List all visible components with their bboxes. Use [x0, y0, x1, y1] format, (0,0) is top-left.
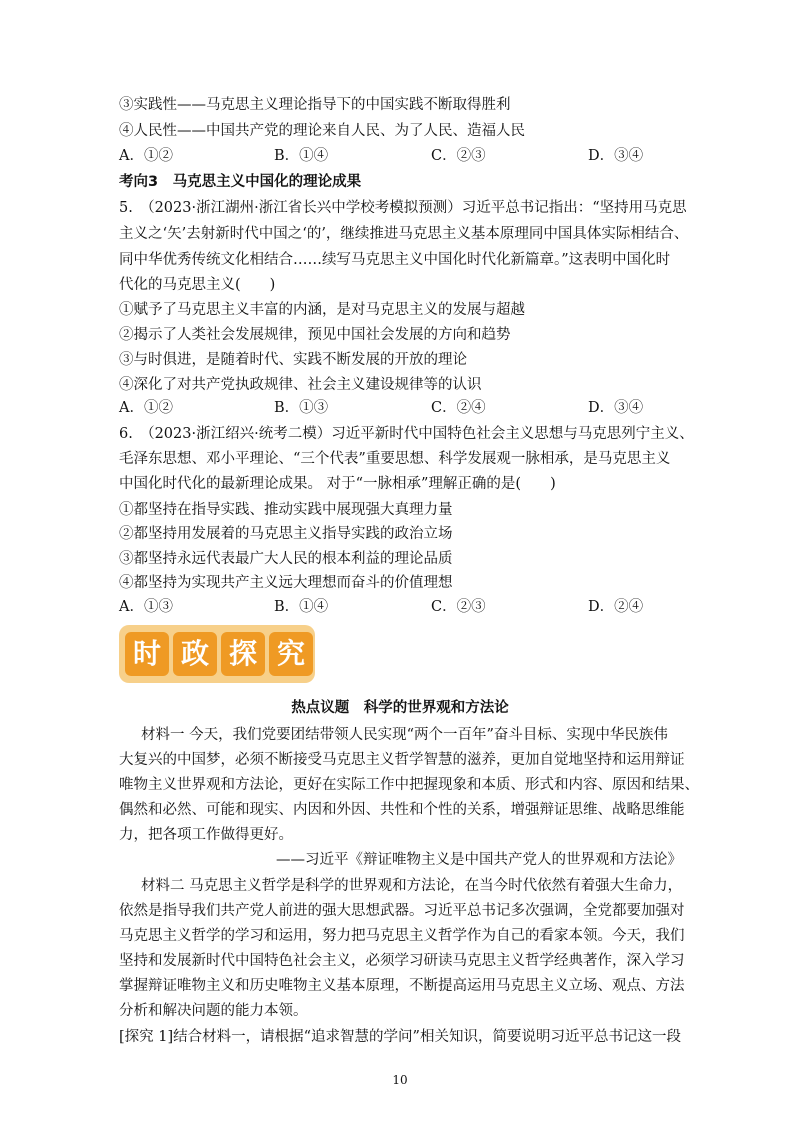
- material-1-source: ——习近平《辩证唯物主义是中国共产党人的世界观和方法论》: [276, 852, 682, 868]
- question-6-line: 中国化时代化的最新理论成果。 对于“一脉相承”理解正确的是( ): [119, 476, 556, 492]
- page-number: 10: [392, 1073, 408, 1087]
- question-5-statement: ①赋予了马克思主义丰富的内涵，是对马克思主义的发展与超越: [119, 302, 525, 318]
- question-5-statement: ②揭示了人类社会发展规律，预见中国社会发展的方向和趋势: [119, 327, 511, 343]
- q5-option-c[interactable]: C．②④: [431, 400, 486, 416]
- q4-option-b[interactable]: B．①④: [274, 148, 329, 164]
- material-2-line: 马克思主义哲学的学习和运用，努力把马克思主义哲学作为自己的看家本领。今天，我们: [119, 928, 685, 944]
- q6-option-a[interactable]: A．①③: [119, 599, 173, 615]
- question-6-statement: ③都坚持永远代表最广大人民的根本利益的理论品质: [119, 551, 453, 567]
- q6-option-d[interactable]: D．②④: [588, 599, 644, 615]
- question-6-line: 毛泽东思想、邓小平理论、“三个代表”重要思想、科学发展观一脉相承，是马克思主义: [119, 451, 671, 467]
- material-2-line: 坚持和发展新时代中国特色社会主义，必须学习研读马克思主义哲学经典著作，深入学习: [119, 953, 685, 969]
- q6-option-c[interactable]: C．②③: [431, 599, 486, 615]
- banner-char: 探: [221, 632, 265, 676]
- banner-char: 政: [173, 632, 217, 676]
- material-1-line: 唯物主义世界观和方法论，更好在实际工作中把握现象和本质、形式和内容、原因和结果、: [119, 777, 699, 793]
- material-1-line: 偶然和必然、可能和现实、内因和外因、共性和个性的关系，增强辩证思维、战略思维能: [119, 802, 685, 818]
- material-2-line: 掌握辩证唯物主义和历史唯物主义基本原理，不断提高运用马克思主义立场、观点、方法: [119, 978, 685, 994]
- question-5-line: 主义之‘矢’去射新时代中国之‘的’，继续推进马克思主义基本原理同中国具体实际相结合、: [119, 226, 689, 242]
- question-5-statement: ④深化了对共产党执政规律、社会主义建设规律等的认识: [119, 377, 482, 393]
- material-1-line: 材料一 今天，我们党要团结带领人民实现“两个一百年”奋斗目标、实现中华民族伟: [141, 727, 668, 743]
- material-2-line: 材料二 马克思主义哲学是科学的世界观和方法论，在当今时代依然有着强大生命力，: [141, 878, 683, 894]
- material-1-line: 大复兴的中国梦，必须不断接受马克思主义哲学智慧的滋养，更加自觉地坚持和运用辩证: [119, 752, 685, 768]
- material-2-line: 依然是指导我们共产党人前进的强大思想武器。习近平总书记多次强调，全党都要加强对: [119, 903, 685, 919]
- question-5-line: 同中华优秀传统文化相结合……续写马克思主义中国化时代化新篇章。”这表明中国化时: [119, 252, 671, 268]
- section-title: 考向3 马克思主义中国化的理论成果: [119, 174, 362, 190]
- question-6-statement: ②都坚持用发展着的马克思主义指导实践的政治立场: [119, 526, 453, 542]
- material-2-line: 分析和解决问题的能力本领。: [119, 1003, 308, 1019]
- banner-char: 时: [125, 632, 169, 676]
- inquiry-1: [探究 1]结合材料一，请根据“追求智慧的学问”相关知识，简要说明习近平总书记这一段: [119, 1029, 681, 1045]
- statement-4-people: ④人民性——中国共产党的理论来自人民、为了人民、造福人民: [119, 123, 525, 139]
- q4-option-d[interactable]: D．③④: [588, 148, 644, 164]
- banner-char: 究: [269, 632, 313, 676]
- q5-option-a[interactable]: A．①②: [119, 400, 173, 416]
- material-1-line: 力，把各项工作做得更好。: [119, 827, 293, 843]
- question-6-statement: ④都坚持为实现共产主义远大理想而奋斗的价值理想: [119, 575, 453, 591]
- statement-3-practice: ③实践性——马克思主义理论指导下的中国实践不断取得胜利: [119, 97, 511, 113]
- question-5-line: 5. （2023·浙江湖州·浙江省长兴中学校考模拟预测）习近平总书记指出：“坚持用马克思: [119, 200, 687, 216]
- question-5-statement: ③与时俱进，是随着时代、实践不断发展的开放的理论: [119, 352, 467, 368]
- question-6-line: 6. （2023·浙江绍兴·统考二模）习近平新时代中国特色社会主义思想与马克思列宁主义、: [119, 426, 694, 442]
- hot-topic-title: 热点议题 科学的世界观和方法论: [291, 700, 509, 716]
- q4-option-c[interactable]: C．②③: [431, 148, 486, 164]
- question-5-line: 代化的马克思主义( ): [119, 277, 276, 293]
- q4-option-a[interactable]: A．①②: [119, 148, 173, 164]
- q5-option-b[interactable]: B．①③: [274, 400, 329, 416]
- q6-option-b[interactable]: B．①④: [274, 599, 329, 615]
- q5-option-d[interactable]: D．③④: [588, 400, 644, 416]
- current-affairs-banner: [119, 625, 315, 683]
- question-6-statement: ①都坚持在指导实践、推动实践中展现强大真理力量: [119, 502, 453, 518]
